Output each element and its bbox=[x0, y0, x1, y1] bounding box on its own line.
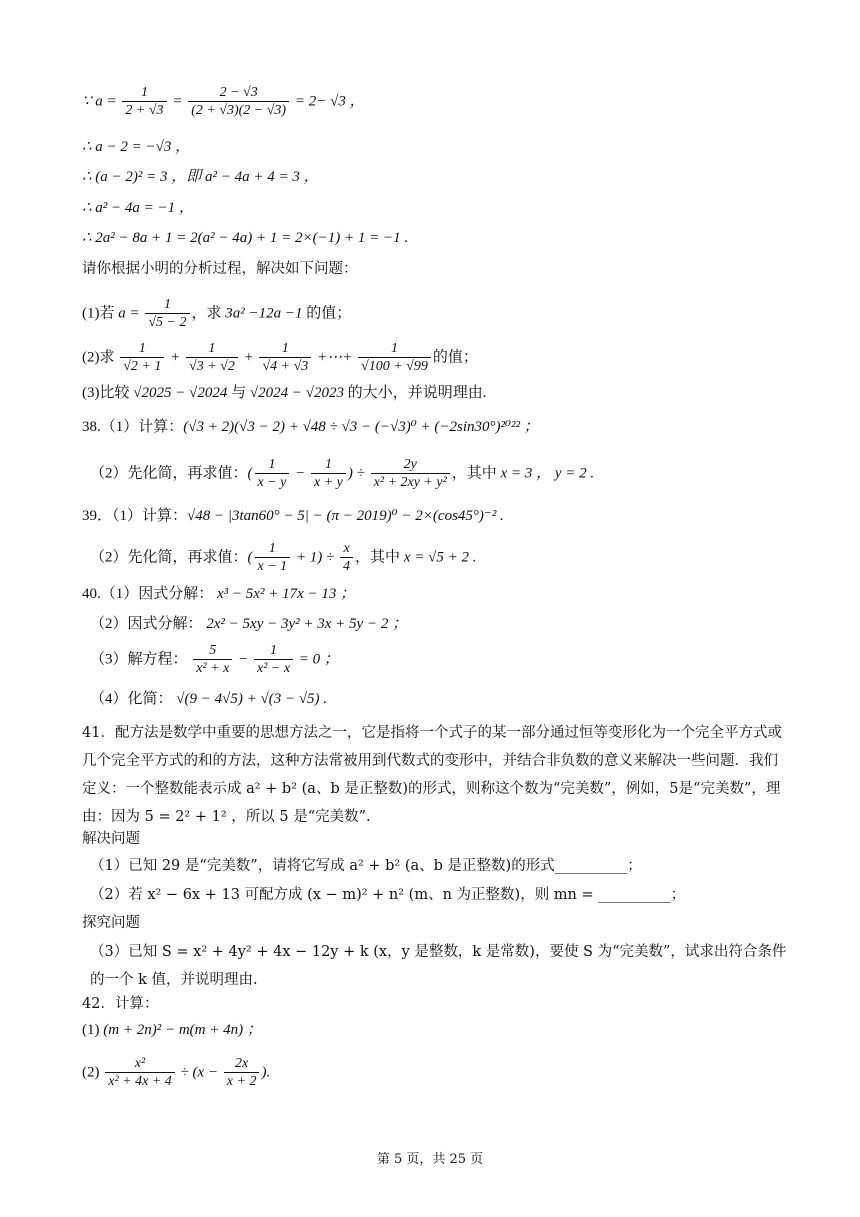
fraction: $\frac{1}{√2 + 1}$ bbox=[120, 340, 164, 376]
section-heading-explore: 探究问题 bbox=[82, 915, 140, 931]
problem-41-2: （2）若 x² − 6x + 13 可配方成 (x − m)² + n² (m、n 为正整数)，则 mn = __________； bbox=[90, 887, 686, 903]
fraction: $\frac{1}{\text{x² − x}}$ bbox=[254, 642, 293, 678]
problem-40-4: （4）化简： √(9 − 4√5) + √(3 − √5) . bbox=[90, 691, 328, 707]
fraction: $\frac{2y}{\text{x² + 2xy + y²}}$ bbox=[371, 456, 450, 492]
problem-42-1: (1) (m + 2n)² − m(m + 4n) ； bbox=[82, 1022, 262, 1038]
fraction: $\frac{1}{√5 - 2}$ bbox=[145, 296, 189, 332]
problem-39-2: （2）先化简，再求值：( $\frac{1}{x - 1}$ + 1) ÷ $\frac{x}{4}$ ，其中 x = √5 + 2 . bbox=[90, 541, 477, 574]
text-run: ∵ a = bbox=[82, 93, 121, 110]
section-heading-solve: 解决问题 bbox=[82, 831, 140, 847]
problem-37-3: (3)比较 √2025 − √2024 与 √2024 − √2023 的大小，并说明理由. bbox=[82, 385, 487, 401]
problem-42-title: 42．计算： bbox=[82, 996, 159, 1012]
problem-42-2: (2) $\frac{\text{x²}}{\text{x² + 4x + 4}}$ ÷ (x − $\frac{2x}{x + 2}$ ). bbox=[82, 1056, 271, 1089]
problem-38-2: （2）先化简，再求值：( $\frac{1}{x - y}$ − $\frac{1}{x + y}$ ) ÷ $\frac{2y}{\text{x² + 2xy + y²}}$ ，其中 x = 3 ， y = 2 . bbox=[90, 457, 595, 490]
fraction: $\frac{2x}{x + 2}$ bbox=[224, 1055, 260, 1091]
fraction: $\frac{x}{4}$ bbox=[340, 540, 353, 576]
fraction: $\frac{\text{x²}}{\text{x² + 4x + 4}}$ bbox=[105, 1055, 175, 1091]
problem-39-1: 39．（1）计算：√48 − |3tan60° − 5| − (π − 2019)⁰ − 2×(cos45°)⁻² . bbox=[82, 508, 504, 524]
math-line-1: ∵ a = $\frac{1}{2 + √3}$ = $\frac{2 - √3}{(2 + √3)(2 - √3)}$ = 2− √3 ， bbox=[82, 85, 365, 118]
fraction: $\frac{1}{x - y}$ bbox=[255, 456, 290, 492]
page-footer: 第 5 页，共 25 页 bbox=[376, 1152, 484, 1167]
problem-41-3: （3）已知 S = x² + 4y² + 4x − 12y + k (x，y 是整数，k 是常数)，要使 S 为“完美数”，试求出符合条件的一个 k 值，并说明理由. bbox=[90, 944, 787, 988]
fraction: $\frac{1}{x - 1}$ bbox=[255, 540, 291, 576]
fraction: $\frac{5}{\text{x² + x}}$ bbox=[193, 642, 232, 678]
math-line-4: ∴ a² − 4a = −1 ， bbox=[82, 200, 194, 216]
problem-37-2: (2)求 $\frac{1}{√2 + 1}$ + $\frac{1}{√3 + √2}$ + $\frac{1}{√4 + √3}$ +⋯+ $\frac{1}{√100 + √99}$ 的值； bbox=[82, 341, 478, 374]
problem-38-1: 38.（1）计算：(√3 + 2)(√3 − 2) + √48 ÷ √3 − (−√3)⁰ + (−2sin30°)²⁰²² ； bbox=[82, 419, 539, 435]
problem-37-1: (1)若 a = $\frac{1}{√5 - 2}$ ，求 3a² −12a −1 的值； bbox=[82, 297, 352, 330]
instruction-text: 请你根据小明的分析过程，解决如下问题： bbox=[82, 261, 358, 277]
fraction: $\frac{1}{x + y}$ bbox=[311, 456, 346, 492]
math-line-3: ∴ (a − 2)² = 3 ，即 a² − 4a + 4 = 3 ， bbox=[82, 169, 319, 185]
fraction: $\frac{1}{√3 + √2}$ bbox=[186, 340, 238, 376]
fraction: $\frac{1}{√100 + √99}$ bbox=[358, 340, 431, 376]
problem-40-2: （2）因式分解： 2x² − 5xy − 3y² + 3x + 5y − 2 ； bbox=[90, 616, 408, 632]
math-line-2: ∴ a − 2 = −√3 ， bbox=[82, 139, 191, 155]
fraction: $\frac{1}{2 + √3}$ bbox=[122, 84, 166, 120]
math-line-5: ∴ 2a² − 8a + 1 = 2(a² − 4a) + 1 = 2×(−1) + 1 = −1 . bbox=[82, 230, 409, 246]
fraction: $\frac{1}{√4 + √3}$ bbox=[259, 340, 311, 376]
problem-41-text: 41．配方法是数学中重要的思想方法之一，它是指将一个式子的某一部分通过恒等变形化为一个完全平方式或几个完全平方式的和的方法，这种方法常被用到代数式的变形中，并结合非负数的意义来解决一些问题．我们定义：一个整数能表示成 a² + b² (a、b 是正整数)的形式，则称这个数为“完美数”，例如，5是“完美数”，理由：因为 5 = 2² + 1² ，所以 5 是“完美数”. bbox=[82, 725, 782, 825]
problem-40-3: （3）解方程： $\frac{5}{\text{x² + x}}$ − $\frac{1}{\text{x² − x}}$ = 0 ； bbox=[90, 643, 339, 676]
fraction: $\frac{2 - √3}{(2 + √3)(2 - √3)}$ bbox=[188, 84, 289, 120]
problem-40-1: 40.（1）因式分解： x³ − 5x² + 17x − 13 ； bbox=[82, 586, 356, 602]
problem-41-1: （1）已知 29 是“完美数”，请将它写成 a² + b² (a、b 是正整数)的形式__________； bbox=[90, 858, 642, 874]
